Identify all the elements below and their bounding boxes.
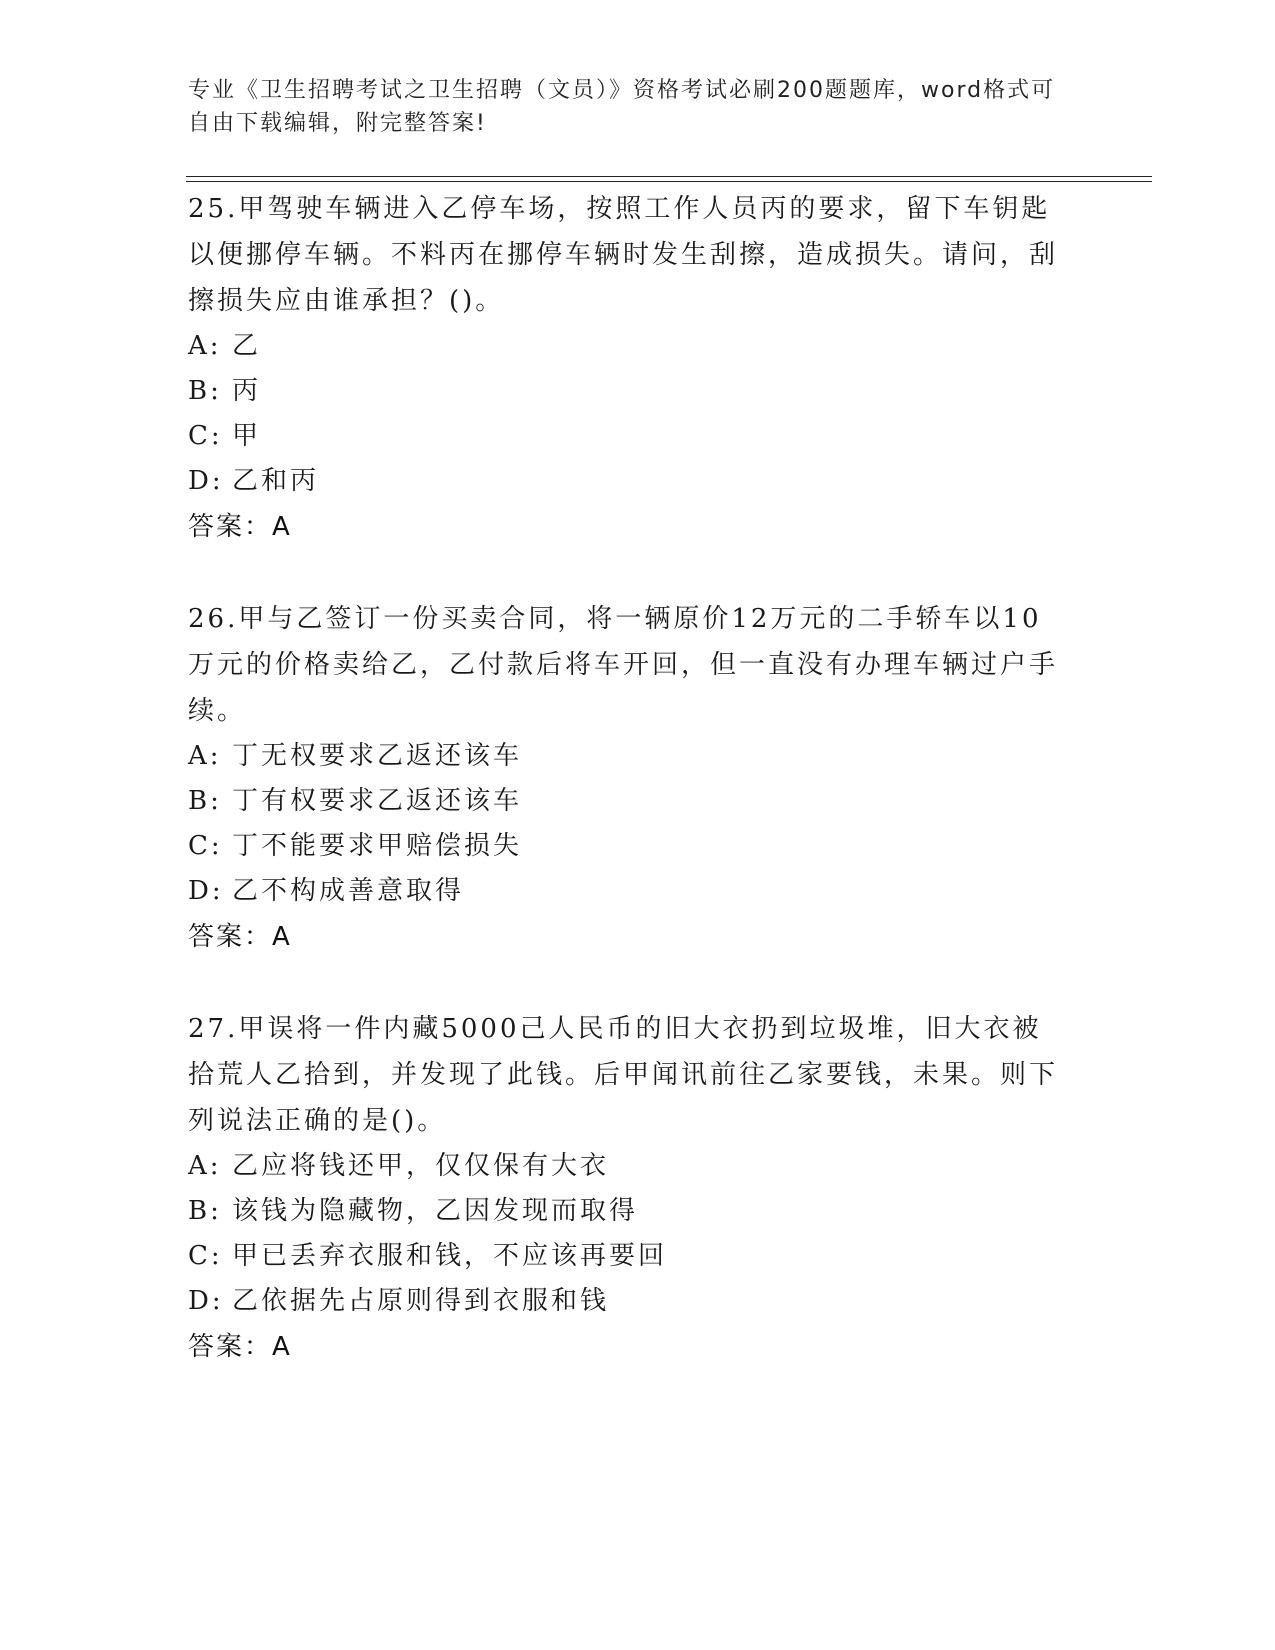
answer-line: 答案：A — [188, 922, 292, 952]
option-key: A: — [188, 1151, 222, 1181]
option-text: 丁不能要求甲赔偿损失 — [232, 831, 523, 861]
header-divider-top — [186, 176, 1152, 177]
option-text: 丁有权要求乙返还该车 — [232, 786, 523, 816]
option-key: D: — [188, 1286, 224, 1316]
option-c — [188, 824, 1068, 869]
option-key: C: — [188, 831, 223, 861]
option-a — [188, 324, 1068, 369]
question-text: 26.甲与乙签订一份买卖合同，将一辆原价12万元的二手轿车以10万元的价格卖给乙，乙付款后将车开回，但一直没有办理车辆过户手续。 — [188, 604, 1059, 726]
option-d — [188, 459, 1068, 504]
option-key: C: — [188, 421, 223, 451]
question-text: 27.甲误将一件内藏5000己人民币的旧大衣扔到垃圾堆，旧大衣被拾荒人乙拾到，并发现了此钱。后甲闻讯前往乙家要钱，未果。则下列说法正确的是()。 — [188, 1014, 1059, 1136]
option-c — [188, 1234, 1068, 1279]
option-text: 乙依据先占原则得到衣服和钱 — [232, 1286, 610, 1316]
option-text: 甲 — [232, 421, 262, 451]
option-a — [188, 734, 1068, 779]
option-text: 丙 — [232, 376, 262, 406]
option-key: B: — [188, 376, 222, 406]
option-text: 该钱为隐藏物，乙因发现而取得 — [232, 1196, 639, 1226]
option-a — [188, 1144, 1068, 1189]
document-header: 专业《卫生招聘考试之卫生招聘（文员）》资格考试必刷200题题库，word格式可自由下载编辑，附完整答案! — [188, 78, 1056, 136]
option-text: 甲已丢弃衣服和钱，不应该再要回 — [232, 1241, 668, 1271]
option-key: B: — [188, 786, 222, 816]
question-27 — [188, 1006, 1068, 1370]
option-key: D: — [188, 876, 224, 906]
option-b — [188, 369, 1068, 414]
option-c — [188, 414, 1068, 459]
option-text: 丁无权要求乙返还该车 — [232, 741, 523, 771]
answer-line: 答案：A — [188, 512, 292, 542]
option-text: 乙不构成善意取得 — [232, 876, 465, 906]
option-text: 乙和丙 — [232, 466, 320, 496]
option-key: B: — [188, 1196, 222, 1226]
option-key: C: — [188, 1241, 223, 1271]
header-divider-bottom — [186, 181, 1152, 182]
option-d — [188, 869, 1068, 914]
answer-line: 答案：A — [188, 1332, 292, 1362]
option-text: 乙 — [232, 331, 262, 361]
option-key: A: — [188, 331, 222, 361]
option-key: D: — [188, 466, 224, 496]
question-26 — [188, 596, 1068, 960]
option-text: 乙应将钱还甲，仅仅保有大衣 — [232, 1151, 610, 1181]
option-b — [188, 779, 1068, 824]
option-b — [188, 1189, 1068, 1234]
question-text: 25.甲驾驶车辆进入乙停车场，按照工作人员丙的要求，留下车钥匙以便挪停车辆。不料丙在挪停车辆时发生刮擦，造成损失。请问，刮擦损失应由谁承担？()。 — [188, 194, 1059, 316]
option-key: A: — [188, 741, 222, 771]
option-d — [188, 1279, 1068, 1324]
question-25 — [188, 186, 1068, 550]
